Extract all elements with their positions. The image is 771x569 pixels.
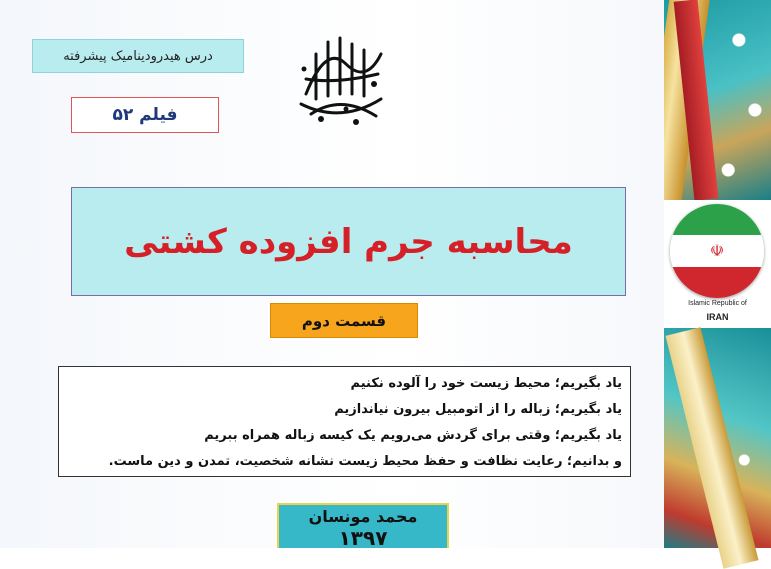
flag-white-stripe: [670, 235, 764, 267]
flag-caption: Islamic Republic of: [688, 300, 747, 307]
main-title-box: [71, 187, 626, 296]
flag-country: IRAN: [706, 312, 729, 322]
message-line: یاد بگیریم؛ محیط زیست خود را آلوده نکنیم: [350, 376, 622, 391]
flag-panel: [664, 200, 771, 328]
message-line: یاد بگیریم؛ وقتی برای گردش می‌رویم یک کیسه زباله همراه ببریم: [204, 428, 622, 443]
bismillah-calligraphy-icon: [286, 24, 396, 132]
iran-flag-icon: [670, 204, 764, 298]
part-label-box: [270, 303, 418, 338]
main-title: محاسبه جرم افزوده کشتی: [124, 221, 573, 262]
flag-emblem-icon: ☫: [709, 240, 725, 260]
part-label: قسمت دوم: [301, 311, 387, 330]
film-number-label: [71, 97, 219, 133]
flag-red-stripe: [670, 267, 764, 298]
course-subject-text: درس هیدرودینامیک پیشرفته: [63, 48, 213, 64]
course-subject-label: [32, 39, 244, 73]
author-name: محمد مونسان: [308, 507, 418, 526]
author-box: [277, 503, 449, 548]
author-year: ۱۳۹۷: [338, 526, 388, 550]
message-line: یاد بگیریم؛ زباله را از اتومبیل بیرون نیاندازیم: [334, 402, 622, 417]
environment-message-box: [58, 366, 631, 477]
flag-green-stripe: [670, 204, 764, 235]
message-line: و بدانیم؛ رعایت نظافت و حفظ محیط زیست نشانه شخصیت، تمدن و دین ماست.: [108, 454, 622, 469]
film-number-text: فیلم ۵۲: [112, 105, 178, 125]
